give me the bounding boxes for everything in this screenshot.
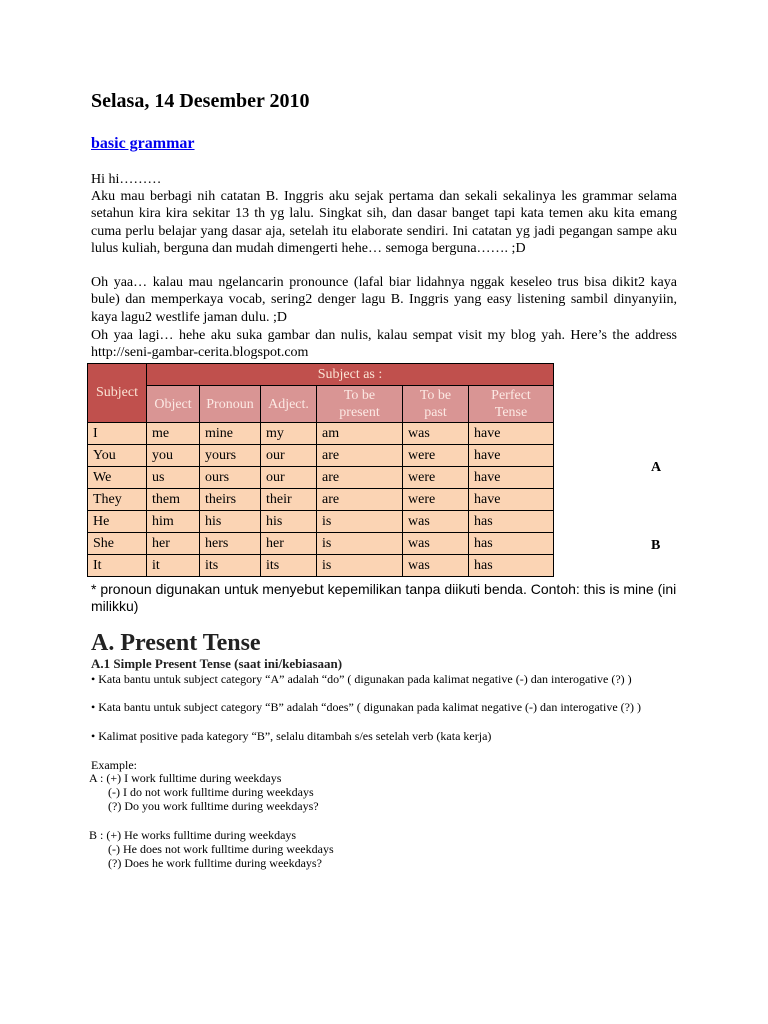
table-cell: have bbox=[469, 445, 554, 467]
table-cell: You bbox=[88, 445, 147, 467]
column-header: Adject. bbox=[261, 386, 317, 423]
table-cell: are bbox=[317, 445, 403, 467]
table-cell: They bbox=[88, 489, 147, 511]
table-row bbox=[88, 467, 554, 489]
intro-paragraph: Oh yaa lagi… hehe aku suka gambar dan nulis, kalau sempat visit my blog yah. Here’s the address http://seni-gambar-cerita.blogspot.com bbox=[91, 328, 677, 361]
table-cell: was bbox=[403, 533, 469, 555]
rule-text: • Kata bantu untuk subject category “B” adalah “does” ( digunakan pada kalimat negative (-) dan interogative (?) ) bbox=[91, 700, 641, 714]
table-cell: is bbox=[317, 511, 403, 533]
table-cell: have bbox=[469, 467, 554, 489]
table-cell: It bbox=[88, 555, 147, 577]
table-header-row bbox=[88, 364, 554, 386]
example-heading: Example: bbox=[91, 758, 137, 772]
intro-paragraph: Aku mau berbagi nih catatan B. Inggris aku sejak pertama dan sekali sekalinya les grammar selama setahun kira kira sekitar 13 th yg lalu. Singkat sih, dan dasar banget tapi kata temen aku kita emang cuma perlu belajar yang dasar aja, setelah itu elaborate sendiri. Ini catatan yg jadi pegangan sampe aku lulus kuliah, berguna dan mudah dimengerti hehe… semoga berguna……. ;D bbox=[91, 189, 677, 257]
table-cell: has bbox=[469, 511, 554, 533]
table-cell: is bbox=[317, 555, 403, 577]
section-heading: A. Present Tense bbox=[91, 630, 261, 656]
table-cell: his bbox=[261, 511, 317, 533]
table-cell: We bbox=[88, 467, 147, 489]
table-cell: his bbox=[200, 511, 261, 533]
intro-paragraph: Oh yaa… kalau mau ngelancarin pronounce (lafal biar lidahnya nggak keseleo trus bisa dikit2 kaya bule) dan memperkaya vocab, sering2 denger lagu B. Inggris yang easy listening sambil dinyanyiin, kaya lagu2 westlife jaman dulu. ;D bbox=[91, 275, 677, 325]
table-cell: are bbox=[317, 489, 403, 511]
group-label-a: A bbox=[651, 460, 662, 475]
post-title: Selasa, 14 Desember 2010 bbox=[91, 90, 310, 112]
table-cell: He bbox=[88, 511, 147, 533]
pronoun-note: * pronoun digunakan untuk menyebut kepemilikan tanpa diikuti benda. Contoh: this is mine (ini milikku) bbox=[91, 581, 677, 614]
table-cell: theirs bbox=[200, 489, 261, 511]
table-cell: its bbox=[261, 555, 317, 577]
table-cell: am bbox=[317, 423, 403, 445]
table-cell: their bbox=[261, 489, 317, 511]
subsection-heading: A.1 Simple Present Tense (saat ini/kebiasaan) bbox=[91, 656, 343, 671]
table-cell: were bbox=[403, 445, 469, 467]
example-a-line: A : (+) I work fulltime during weekdays bbox=[89, 771, 282, 785]
post-title-link[interactable]: basic grammar bbox=[91, 135, 195, 152]
table-cell: her bbox=[261, 533, 317, 555]
example-a-line: (?) Do you work fulltime during weekdays? bbox=[108, 799, 319, 813]
example-a-line: (-) I do not work fulltime during weekdays bbox=[108, 785, 314, 799]
table-cell: you bbox=[147, 445, 200, 467]
column-header: To be present bbox=[317, 386, 403, 423]
table-cell: She bbox=[88, 533, 147, 555]
example-b-line: (?) Does he work fulltime during weekdays? bbox=[108, 856, 322, 870]
table-cell: me bbox=[147, 423, 200, 445]
table-cell: have bbox=[469, 423, 554, 445]
table-cell: has bbox=[469, 555, 554, 577]
table-cell: is bbox=[317, 533, 403, 555]
pronoun-table bbox=[87, 363, 554, 577]
column-header: Perfect Tense bbox=[469, 386, 554, 423]
table-subheader-row bbox=[88, 386, 554, 423]
subject-header: Subject bbox=[88, 364, 147, 423]
table-cell: its bbox=[200, 555, 261, 577]
table-cell: I bbox=[88, 423, 147, 445]
table-cell: yours bbox=[200, 445, 261, 467]
example-b-line: B : (+) He works fulltime during weekdays bbox=[89, 828, 297, 842]
table-cell: my bbox=[261, 423, 317, 445]
intro-greeting: Hi hi……… bbox=[91, 172, 162, 187]
table-row bbox=[88, 489, 554, 511]
table-cell: ours bbox=[200, 467, 261, 489]
column-header: To be past bbox=[403, 386, 469, 423]
table-cell: her bbox=[147, 533, 200, 555]
table-cell: are bbox=[317, 467, 403, 489]
example-b-line: (-) He does not work fulltime during weekdays bbox=[108, 842, 334, 856]
column-header: Object bbox=[147, 386, 200, 423]
table-cell: was bbox=[403, 555, 469, 577]
table-row bbox=[88, 445, 554, 467]
column-header: Pronoun bbox=[200, 386, 261, 423]
rule-text: • Kalimat positive pada kategory “B”, selalu ditambah s/es setelah verb (kata kerja) bbox=[91, 729, 492, 743]
table-cell: it bbox=[147, 555, 200, 577]
table-cell: were bbox=[403, 489, 469, 511]
table-cell: him bbox=[147, 511, 200, 533]
table-cell: was bbox=[403, 423, 469, 445]
table-row bbox=[88, 423, 554, 445]
table-row bbox=[88, 511, 554, 533]
table-cell: us bbox=[147, 467, 200, 489]
table-cell: has bbox=[469, 533, 554, 555]
rule-text: • Kata bantu untuk subject category “A” adalah “do” ( digunakan pada kalimat negative (-) dan interogative (?) ) bbox=[91, 672, 632, 686]
table-cell: them bbox=[147, 489, 200, 511]
table-cell: our bbox=[261, 445, 317, 467]
table-cell: was bbox=[403, 511, 469, 533]
table-row bbox=[88, 533, 554, 555]
subject-as-header: Subject as : bbox=[147, 364, 554, 386]
table-cell: have bbox=[469, 489, 554, 511]
table-row bbox=[88, 555, 554, 577]
table-cell: our bbox=[261, 467, 317, 489]
table-cell: mine bbox=[200, 423, 261, 445]
table-cell: were bbox=[403, 467, 469, 489]
group-label-b: B bbox=[651, 538, 661, 553]
table-cell: hers bbox=[200, 533, 261, 555]
